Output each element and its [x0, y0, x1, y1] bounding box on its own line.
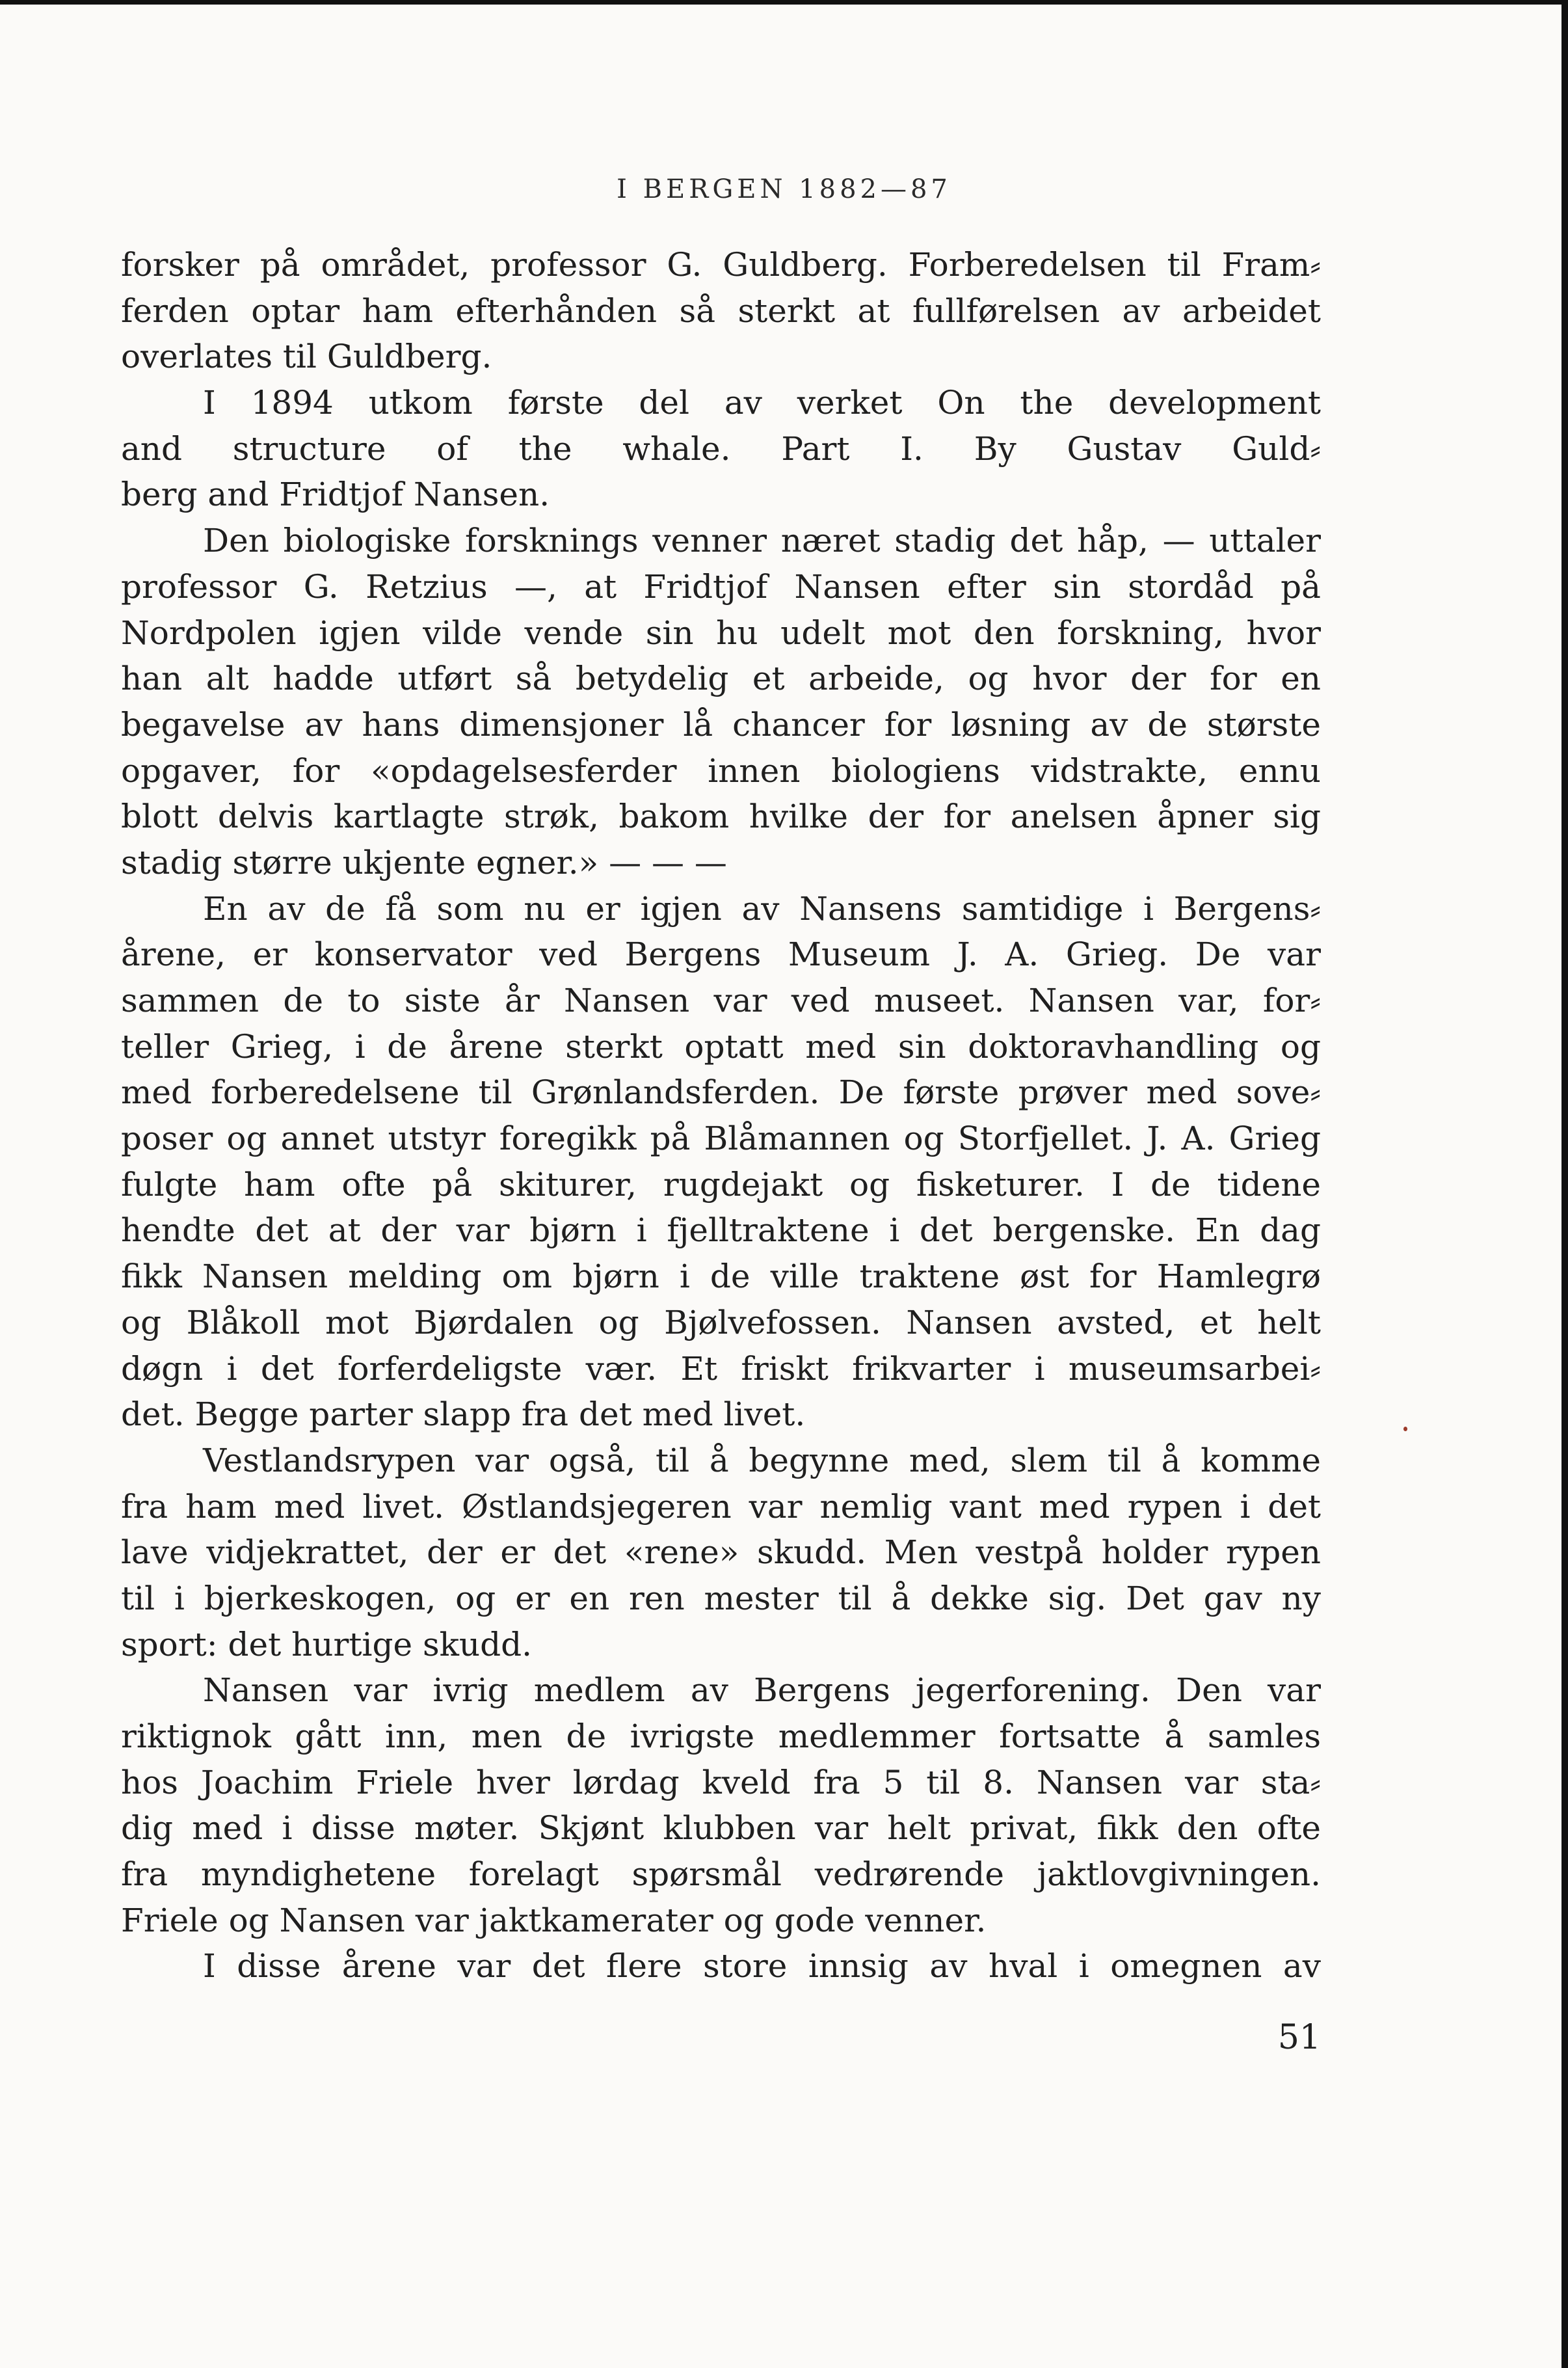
- text-line: I 1894 utkom første del av verket On the development: [203, 384, 1321, 422]
- text-line: og Blåkoll mot Bjørdalen og Bjølvefossen. Nansen avsted, et helt: [121, 1303, 1321, 1341]
- text-line: med forberedelsene til Grønlandsferden. De første prøver med sove⸗: [121, 1073, 1321, 1112]
- text-line: årene, er konservator ved Bergens Museum J. A. Grieg. De var: [121, 935, 1321, 974]
- text-line: En av de få som nu er igjen av Nansens samtidige i Bergens⸗: [203, 889, 1321, 928]
- text-line: riktignok gått inn, men de ivrigste medlemmer fortsatte å samles: [121, 1717, 1321, 1755]
- text-line: opgaver, for «opdagelsesferder innen biologiens vidstrakte, ennu: [121, 751, 1321, 790]
- text-line: til i bjerkeskogen, og er en ren mester til å dekke sig. Det gav ny: [121, 1579, 1321, 1617]
- text-line: stadig større ukjente egner.» — — —: [121, 843, 727, 881]
- text-line: Den biologiske forsknings venner næret stadig det håp, — uttaler: [203, 522, 1321, 560]
- text-line: døgn i det forferdeligste vær. Et friskt frikvarter i museumsarbei⸗: [121, 1349, 1321, 1388]
- text-line: sammen de to siste år Nansen var ved museet. Nansen var, for⸗: [121, 982, 1321, 1019]
- text-line: dig med i disse møter. Skjønt klubben var helt privat, fikk den ofte: [121, 1809, 1321, 1848]
- text-line: fikk Nansen melding om bjørn i de ville traktene øst for Hamlegrø: [121, 1258, 1321, 1296]
- text-line: professor G. Retzius —, at Fridtjof Nansen efter sin stordåd på: [121, 567, 1321, 606]
- scan-border-top: [0, 0, 1568, 5]
- text-line: hendte det at der var bjørn i fjelltraktene i det bergenske. En dag: [121, 1211, 1321, 1250]
- text-line: ferden optar ham efterhånden så sterkt at fullførelsen av arbeidet: [121, 291, 1321, 330]
- body-text: [121, 242, 1321, 1989]
- text-line: Nordpolen igjen vilde vende sin hu udelt mot den forskning, hvor: [121, 613, 1321, 652]
- text-line: Friele og Nansen var jaktkamerater og gode venner.: [121, 1901, 987, 1939]
- text-line: I disse årene var det flere store innsig av hval i omegnen av: [203, 1947, 1321, 1985]
- text-line: hos Joachim Friele hver lørdag kveld fra 5 til 8. Nansen var sta⸗: [121, 1763, 1321, 1801]
- running-head: I BERGEN 1882—87: [617, 174, 951, 204]
- text-line: teller Grieg, i de årene sterkt optatt med sin doktoravhandling og: [121, 1027, 1321, 1066]
- text-line: forsker på området, professor G. Guldberg. Forberedelsen til Fram⸗: [121, 246, 1321, 284]
- text-line: sport: det hurtige skudd.: [121, 1625, 533, 1663]
- text-line: berg and Fridtjof Nansen.: [121, 476, 550, 514]
- text-line: Vestlandsrypen var også, til å begynne med, slem til å komme: [203, 1441, 1321, 1479]
- text-line: lave vidjekrattet, der er det «rene» skudd. Men vestpå holder rypen: [121, 1533, 1321, 1572]
- text-line: fra myndighetene forelagt spørsmål vedrørende jaktlovgivningen.: [121, 1855, 1321, 1894]
- text-line: and structure of the whale. Part I. By Gustav Guld⸗: [121, 429, 1321, 468]
- text-line: overlates til Guldberg.: [121, 338, 492, 376]
- text-line: det. Begge parter slapp fra det med livet.: [121, 1395, 806, 1434]
- page-number: 51: [1277, 2018, 1321, 2057]
- text-line: poser og annet utstyr foregikk på Blåmannen og Storfjellet. J. A. Grieg: [121, 1120, 1321, 1158]
- text-line: begavelse av hans dimensjoner lå chancer for løsning av de største: [121, 705, 1321, 744]
- text-line: han alt hadde utført så betydelig et arbeide, og hvor der for en: [121, 660, 1321, 698]
- text-line: fra ham med livet. Østlandsjegeren var nemlig vant med rypen i det: [121, 1487, 1321, 1526]
- text-line: fulgte ham ofte på skiturer, rugdejakt og fisketurer. I de tidene: [121, 1165, 1321, 1204]
- text-line: blott delvis kartlagte strøk, bakom hvilke der for anelsen åpner sig: [121, 798, 1321, 836]
- ink-speck: [1403, 1427, 1407, 1431]
- scan-border-right: [1561, 0, 1568, 2368]
- text-line: Nansen var ivrig medlem av Bergens jegerforening. Den var: [203, 1671, 1321, 1710]
